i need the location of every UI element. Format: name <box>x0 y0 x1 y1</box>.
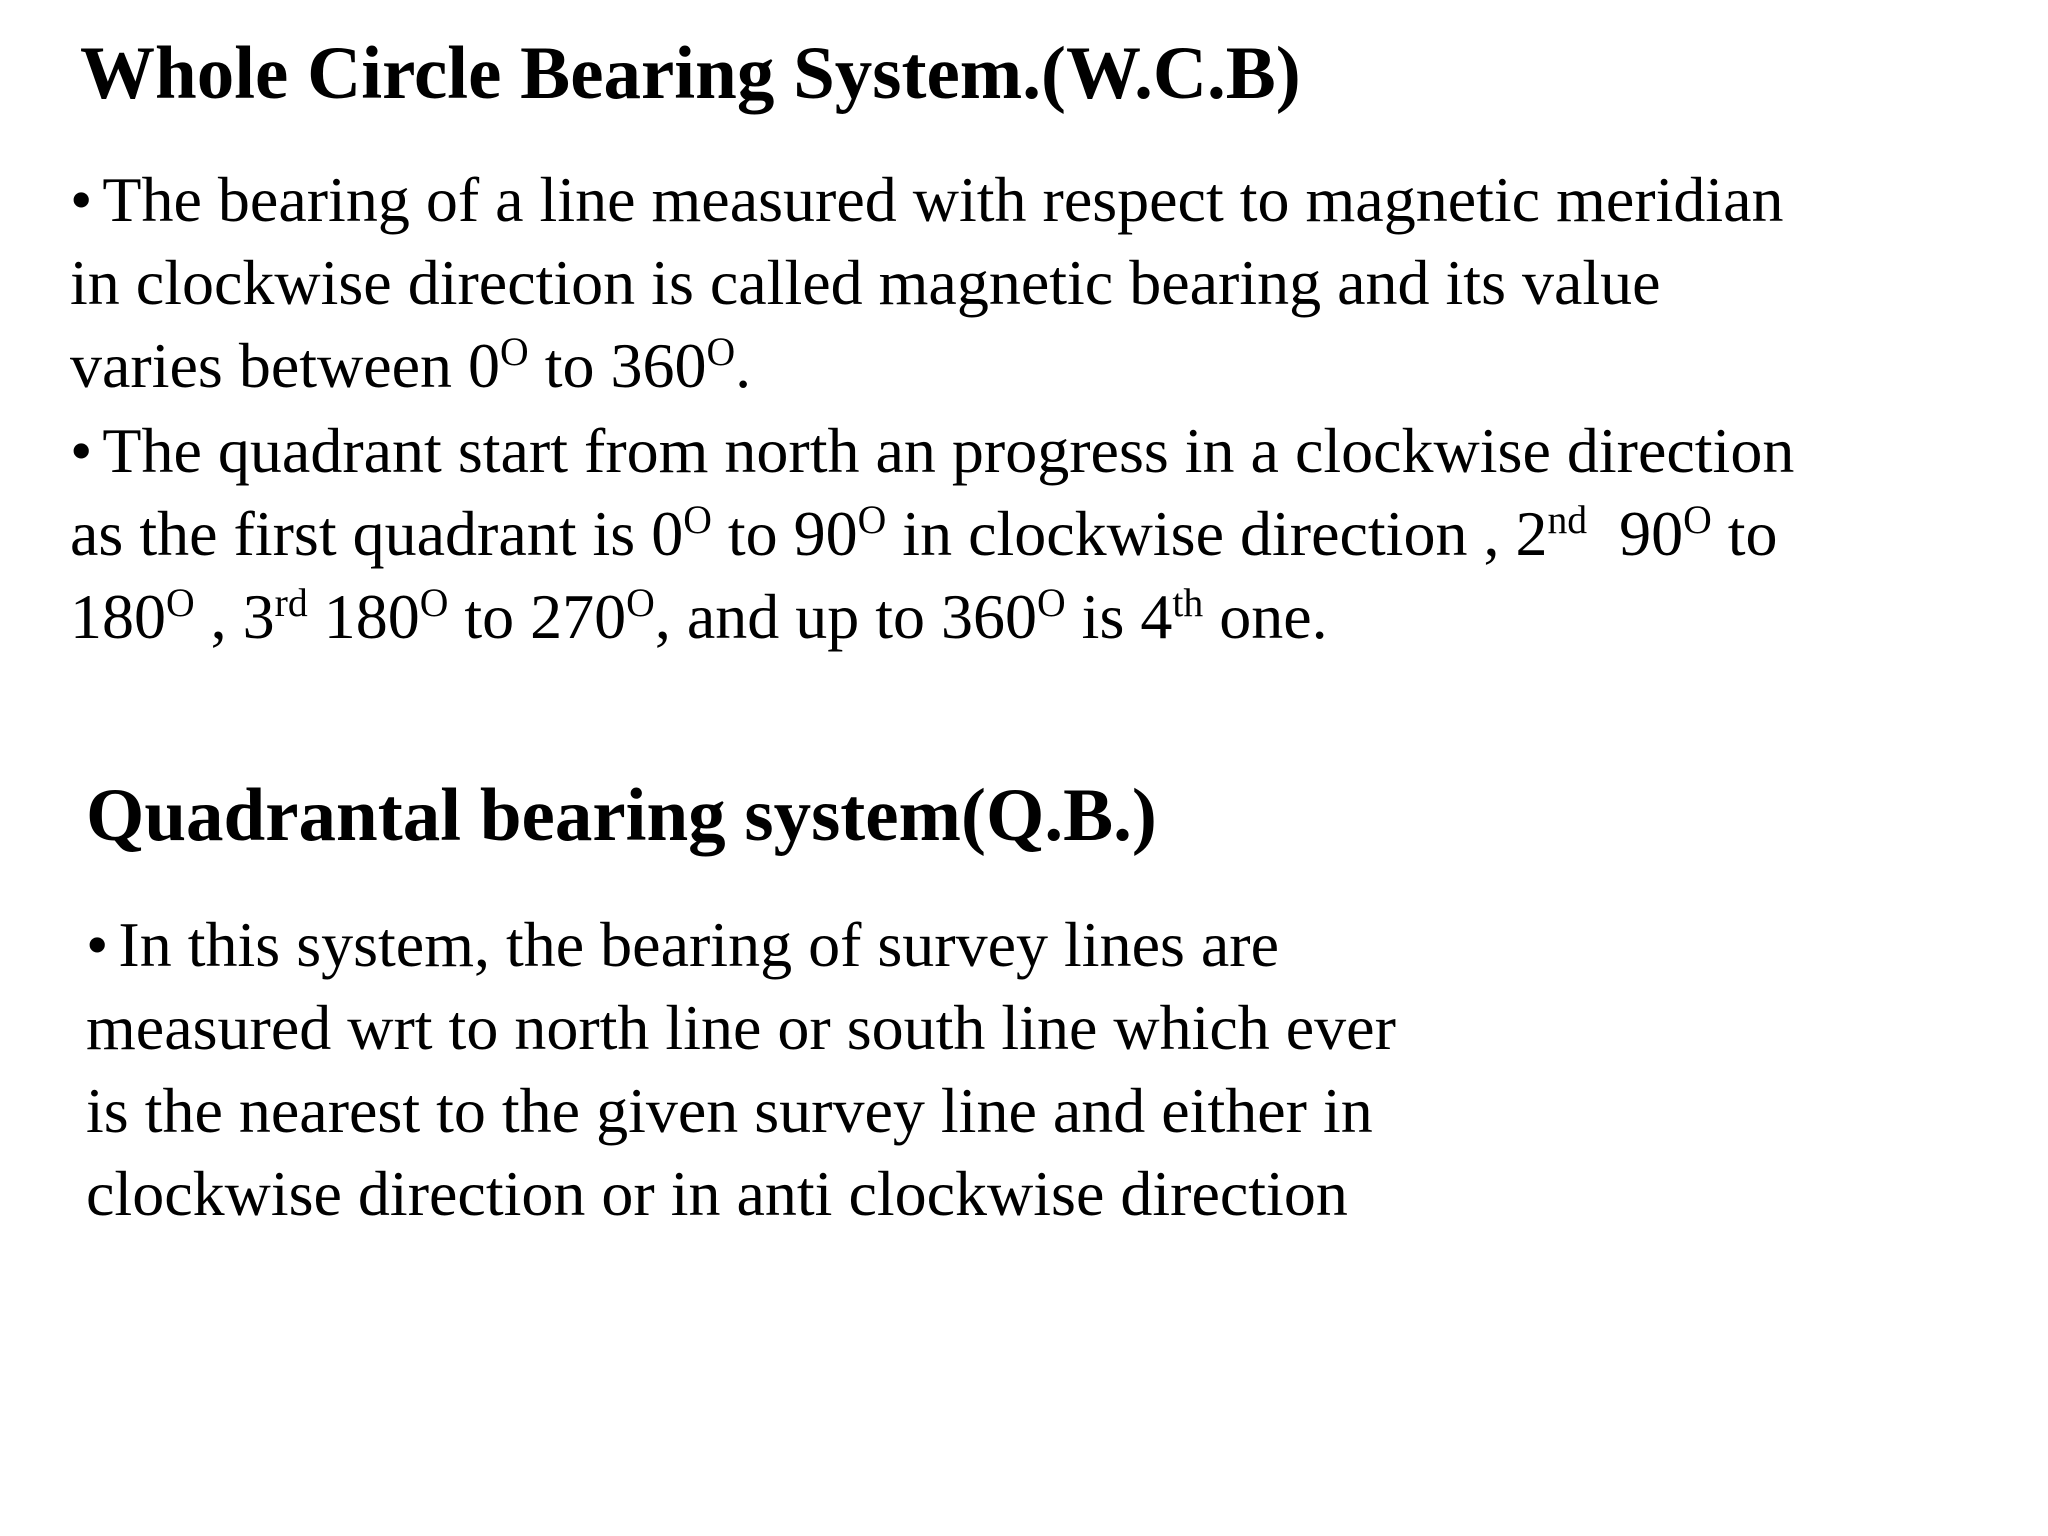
text-run: The bearing of a line measured with respect to magnetic meridian <box>102 164 1784 235</box>
degree-mark: O <box>857 498 887 543</box>
text-run: In this system, the bearing of survey lines are <box>118 909 1279 980</box>
text-run: 180 <box>307 581 420 652</box>
degree-mark: O <box>166 581 195 626</box>
text-run: to <box>1711 498 1778 569</box>
degree-mark: O <box>626 581 655 626</box>
wcb-bullet-magnetic-bearing <box>70 158 1784 407</box>
qb-bullet-definition <box>86 903 1396 1235</box>
degree-mark: O <box>419 581 449 626</box>
text-line <box>70 409 1794 492</box>
degree-mark: O <box>706 330 736 375</box>
wcb-bullet-quadrants <box>70 409 1794 658</box>
text-line: in clockwise direction is called magnetic bearing and its value <box>70 247 1661 318</box>
degree-mark: O <box>683 498 712 543</box>
qb-heading: Quadrantal bearing system(Q.B.) <box>86 774 1157 857</box>
degree-mark: O <box>500 330 529 375</box>
text-run: , and up to 360 <box>654 581 1037 652</box>
text-line: clockwise direction or in anti clockwise direction <box>86 1158 1348 1229</box>
text-run: 180 <box>70 581 166 652</box>
degree-mark: O <box>1683 498 1712 543</box>
bullet-point: • <box>70 164 93 235</box>
degree-mark: O <box>1037 581 1066 626</box>
text-line <box>70 158 1784 241</box>
bullet-point: • <box>86 909 109 980</box>
text-run: , 3 <box>194 581 275 652</box>
text-run: The quadrant start from north an progress in a clockwise direction <box>102 415 1795 486</box>
text-run: 90 <box>1587 498 1684 569</box>
ordinal-suffix: rd <box>274 581 308 626</box>
ordinal-suffix: th <box>1172 581 1204 626</box>
text-line <box>70 492 1794 575</box>
text-run: one. <box>1203 581 1328 652</box>
text-run: is 4 <box>1065 581 1173 652</box>
text-run: . <box>735 330 752 401</box>
text-line <box>70 575 1794 658</box>
text-run: in clockwise direction , 2 <box>886 498 1548 569</box>
text-run: to 360 <box>528 330 707 401</box>
wcb-heading: Whole Circle Bearing System.(W.C.B) <box>80 32 1301 115</box>
bullet-point: • <box>70 415 93 486</box>
text-line <box>70 324 1784 407</box>
text-line: is the nearest to the given survey line and either in <box>86 1075 1373 1146</box>
text-run: to 270 <box>448 581 627 652</box>
text-run: to 90 <box>711 498 858 569</box>
text-run: varies between 0 <box>70 330 501 401</box>
text-line <box>86 903 1396 986</box>
text-run: as the first quadrant is 0 <box>70 498 684 569</box>
ordinal-suffix: nd <box>1547 498 1588 543</box>
text-line: measured wrt to north line or south line which ever <box>86 992 1396 1063</box>
